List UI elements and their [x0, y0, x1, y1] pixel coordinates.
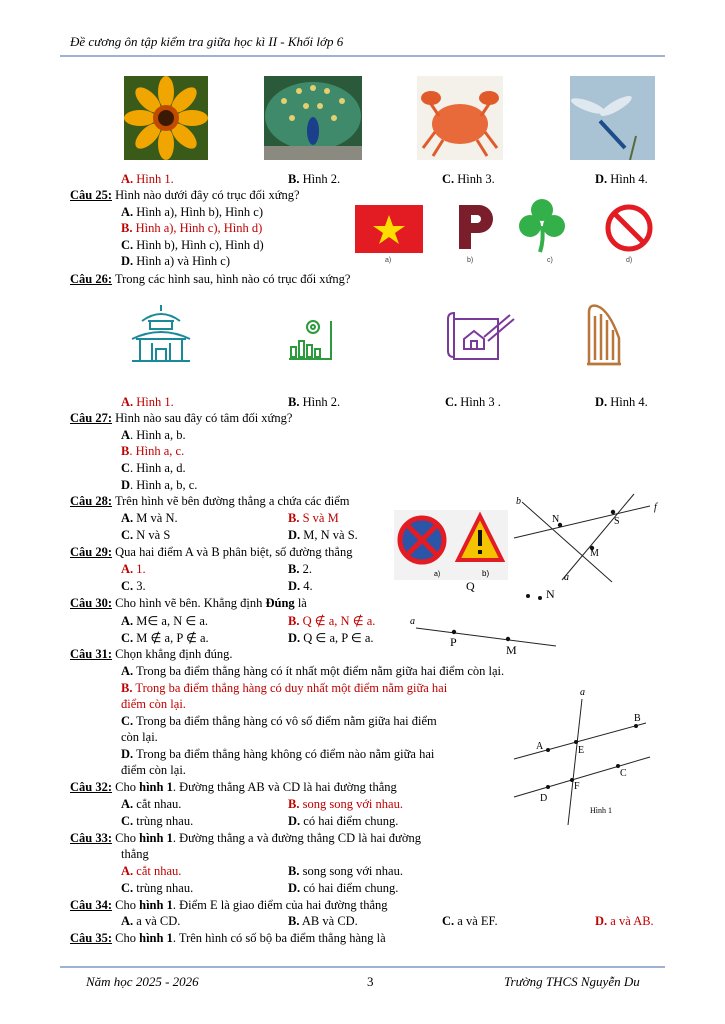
clover-icon — [518, 196, 566, 254]
q33-option-c[interactable]: C. trùng nhau. — [121, 881, 194, 895]
q28-option-c[interactable]: C. N và S — [121, 528, 171, 542]
q25-stem: Câu 25: Hình nào dưới đây có trục đối xứng? — [70, 188, 300, 202]
q34-stem: Câu 34: Cho hình 1. Điểm E là giao điểm của hai đường thẳng — [70, 898, 388, 912]
fig1-label-d: D — [540, 793, 548, 804]
q30-option-c[interactable]: C. M ∉ a, P ∉ a. — [121, 631, 209, 645]
q26-option-c[interactable]: C. Hình 3 . — [445, 395, 501, 409]
fig28-label-m: M — [590, 548, 599, 559]
q32-option-a[interactable]: A. cắt nhau. — [121, 797, 182, 811]
q25-label-d: d) — [626, 257, 633, 264]
line-figure-q30 — [408, 576, 564, 658]
q33-option-a[interactable]: A. cắt nhau. — [121, 864, 182, 878]
q28-stem: Câu 28: Trên hình vẽ bên đường thẳng a chứa các điểm — [70, 494, 350, 508]
fig30-label-p: P — [450, 635, 457, 649]
q30-option-b[interactable]: B. Q ∉ a, N ∉ a. — [288, 614, 376, 628]
q31-option-c[interactable]: C. Trong ba điểm thẳng hàng có vô số điểm nằm giữa hai điểm — [121, 714, 437, 728]
q30-option-a[interactable]: A. M∈ a, N ∈ a. — [121, 614, 209, 628]
q27-option-a[interactable]: A. Hình a, b. — [121, 428, 186, 442]
q26-option-b[interactable]: B. Hình 2. — [288, 395, 341, 409]
fig1-label-b: B — [634, 713, 641, 724]
fig1-label-a: a — [580, 687, 585, 698]
q24-option-a[interactable]: A. Hình 1. — [121, 172, 174, 186]
bar-chart-icon — [287, 317, 335, 361]
page-number: 3 — [367, 974, 374, 989]
q25-option-a[interactable]: A. Hình a), Hình b), Hình c) — [121, 205, 263, 219]
q27-stem: Câu 27: Hình nào sau đây có tâm đối xứng? — [70, 411, 293, 425]
q24-option-c[interactable]: C. Hình 3. — [442, 172, 495, 186]
q25-option-d[interactable]: D. Hình a) và Hình c) — [121, 254, 231, 268]
q28-option-d[interactable]: D. M, N và S. — [288, 528, 358, 542]
q32-stem: Câu 32: Cho hình 1. Đường thẳng AB và CD là hai đường thẳng — [70, 780, 397, 794]
fig28-label-a: a — [564, 572, 569, 583]
q31-option-c-cont: còn lại. — [121, 730, 158, 744]
q25-label-a: a) — [385, 257, 392, 264]
peacock-image — [264, 76, 362, 160]
road-signs-figure — [394, 510, 508, 580]
q25-option-c[interactable]: C. Hình b), Hình c), Hình d) — [121, 238, 264, 252]
q33-stem-cont: thẳng — [121, 847, 149, 861]
fig1-caption: Hình 1 — [590, 806, 612, 815]
q31-option-d-cont: điểm còn lại. — [121, 763, 186, 777]
q29-option-d[interactable]: D. 4. — [288, 579, 313, 593]
fig1-label-c: C — [620, 768, 627, 779]
q29-option-b[interactable]: B. 2. — [288, 562, 312, 576]
fig28-label-n: N — [552, 514, 560, 525]
q28-option-a[interactable]: A. M và N. — [121, 511, 178, 525]
fig30-label-n: N — [546, 587, 555, 601]
no-entry-sign-icon — [604, 203, 654, 253]
q32-option-b[interactable]: B. song song với nhau. — [288, 797, 403, 811]
q30-option-d[interactable]: D. Q ∈ a, P ∈ a. — [288, 631, 374, 645]
q32-option-d[interactable]: D. có hai điểm chung. — [288, 814, 399, 828]
fig30-label-m: M — [506, 643, 517, 657]
fig1-label-e: E — [578, 745, 585, 756]
q33-option-d[interactable]: D. có hai điểm chung. — [288, 881, 399, 895]
q35-stem: Câu 35: Cho hình 1. Trên hình có số bộ ba điểm thẳng hàng là — [70, 931, 386, 945]
header-rule — [60, 55, 665, 57]
q31-option-d[interactable]: D. Trong ba điểm thẳng hàng không có điểm nào nằm giữa hai — [121, 747, 435, 761]
q26-stem: Câu 26: Trong các hình sau, hình nào có trục đối xứng? — [70, 272, 351, 286]
q27-option-b[interactable]: B. Hình a, c. — [121, 444, 185, 458]
fig28-label-b: b — [516, 496, 521, 507]
q28-option-b[interactable]: B. S và M — [288, 511, 339, 525]
fig1-label-a-point: A — [536, 741, 544, 752]
q26-option-d[interactable]: D. Hình 4. — [595, 395, 648, 409]
figure-hinh-1 — [510, 685, 655, 835]
q25-label-b: b) — [467, 257, 474, 264]
q29-option-a[interactable]: A. 1. — [121, 562, 146, 576]
q33-option-b[interactable]: B. song song với nhau. — [288, 864, 403, 878]
q29-stem: Câu 29: Qua hai điểm A và B phân biệt, số đường thẳng — [70, 545, 353, 559]
vietnam-flag-icon — [355, 205, 423, 253]
q34-option-b[interactable]: B. AB và CD. — [288, 914, 358, 928]
q31-option-b[interactable]: B. Trong ba điểm thẳng hàng có duy nhất một điểm nằm giữa hai — [121, 681, 448, 695]
harp-icon — [583, 302, 623, 368]
q27-option-c[interactable]: C. Hình a, d. — [121, 461, 186, 475]
q27-option-d[interactable]: D. Hình a, b, c. — [121, 478, 198, 492]
q34-option-a[interactable]: A. a và CD. — [121, 914, 181, 928]
pagoda-icon — [128, 303, 194, 365]
q26-option-a[interactable]: A. Hình 1. — [121, 395, 174, 409]
q24-option-b[interactable]: B. Hình 2. — [288, 172, 341, 186]
footer-school-year: Năm học 2025 - 2026 — [86, 974, 199, 989]
sunflower-image — [124, 76, 208, 160]
fig28-label-f: f — [654, 502, 657, 513]
fig28-label-s: S — [614, 516, 620, 527]
fig30-label-q: Q — [466, 579, 475, 593]
crab-image — [417, 76, 503, 160]
q31-stem: Câu 31: Chọn khẳng định đúng. — [70, 647, 233, 661]
q30-stem: Câu 30: Cho hình vẽ bên. Khẳng định Đúng là — [70, 596, 307, 610]
footer-school-name: Trường THCS Nguyễn Du — [504, 974, 640, 989]
q29-option-c[interactable]: C. 3. — [121, 579, 146, 593]
q33-stem: Câu 33: Cho hình 1. Đường thẳng a và đường thẳng CD là hai đường — [70, 831, 421, 845]
fig30-label-a: a — [410, 616, 415, 627]
q32-option-c[interactable]: C. trùng nhau. — [121, 814, 194, 828]
q31-option-a[interactable]: A. Trong ba điểm thẳng hàng có ít nhất một điểm nằm giữa hai điểm còn lại. — [121, 664, 505, 678]
q34-option-c[interactable]: C. a và EF. — [442, 914, 498, 928]
sign-label-b: b) — [482, 569, 490, 578]
footer-rule — [60, 966, 665, 968]
house-plan-icon — [444, 311, 516, 363]
q24-option-d[interactable]: D. Hình 4. — [595, 172, 648, 186]
dragonfly-image — [570, 76, 655, 160]
q31-option-b-cont: điểm còn lại. — [121, 697, 186, 711]
q25-label-c: c) — [547, 257, 553, 264]
page-header: Đề cương ôn tập kiểm tra giữa học kì II - Khối lớp 6 — [70, 34, 344, 49]
sign-label-a: a) — [434, 571, 441, 578]
q25-option-b[interactable]: B. Hình a), Hình c), Hình d) — [121, 221, 263, 235]
letter-p-icon — [455, 203, 495, 251]
q34-option-d[interactable]: D. a và AB. — [595, 914, 654, 928]
fig1-label-f: F — [574, 781, 580, 792]
